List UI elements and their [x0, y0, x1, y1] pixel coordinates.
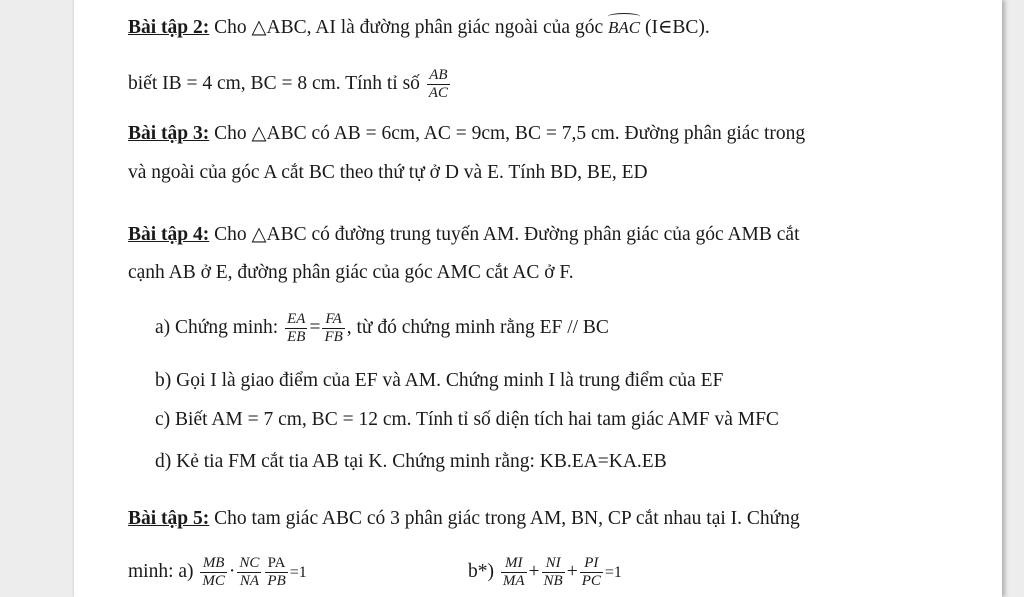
frac-den: MA — [502, 573, 525, 589]
ex3-text1: Cho △ABC có AB = 6cm, AC = 9cm, BC = 7,5 cm. Đường phân giác trong — [209, 123, 806, 144]
ex4-item-c — [155, 408, 779, 432]
frac-ab-ac — [427, 67, 450, 102]
frac-num: MB — [200, 555, 227, 573]
frac-pa-pb — [265, 555, 287, 590]
frac-den: EB — [287, 329, 306, 345]
ex4-c: c) Biết AM = 7 cm, BC = 12 cm. Tính tỉ số diện tích hai tam giác AMF và MFC — [155, 409, 779, 430]
ex2-title: Bài tập 2: — [128, 17, 210, 38]
frac-num: NI — [542, 555, 565, 573]
ex5-plus2: + — [566, 560, 578, 582]
ex4-a-eq: = — [309, 316, 321, 338]
frac-num: EA — [287, 311, 306, 327]
ex4-b: b) Gọi I là giao điểm của EF và AM. Chứng minh I là trung điểm của EF — [155, 370, 724, 391]
ex5-plus1: + — [528, 560, 540, 582]
ex4-a-label: a) Chứng minh: — [155, 316, 284, 338]
ex3-title: Bài tập 3: — [128, 123, 210, 144]
angle-bac: BAC — [608, 16, 640, 40]
ex5-title: Bài tập 5: — [128, 508, 210, 529]
ex3-text2: và ngoài của góc A cắt BC theo thứ tự ở D và E. Tính BD, BE, ED — [128, 162, 648, 183]
ex4-text1: Cho △ABC có đường trung tuyến AM. Đường phân giác của góc AMB cắt — [209, 224, 800, 245]
frac-pi-pc — [580, 555, 603, 590]
frac-den: AC — [428, 85, 448, 101]
ex5-b-eq: =1 — [604, 563, 622, 581]
frac-den: MC — [202, 573, 225, 589]
frac-mi-ma — [501, 555, 527, 590]
ex5-a-eq: =1 — [289, 563, 307, 581]
frac-num: NC — [239, 555, 260, 571]
ex4-item-b — [155, 369, 723, 393]
ex4-d: d) Kẻ tia FM cắt tia AB tại K. Chứng minh rằng: KB.EA=KA.EB — [155, 451, 667, 472]
ex4-item-a — [155, 311, 609, 346]
frac-den: NA — [239, 573, 259, 589]
frac-num: PA — [265, 555, 287, 573]
frac-num: AB — [427, 67, 450, 85]
ex5-minh: minh: a) — [128, 560, 199, 582]
ex2-cond: (I∈BC). — [640, 17, 710, 38]
frac-den: FB — [324, 329, 343, 345]
ex2-line2 — [128, 67, 452, 102]
ex5-line2 — [128, 555, 307, 590]
ex2-text1: Cho △ABC, AI là đường phân giác ngoài của góc — [209, 17, 608, 38]
ex4-a-tail: , từ đó chứng minh rằng EF // BC — [346, 316, 609, 338]
ex4-line2 — [128, 261, 574, 285]
frac-nc-na — [237, 555, 261, 590]
frac-mb-mc — [200, 555, 227, 590]
frac-den: PB — [267, 573, 286, 589]
ex5-item-b — [468, 555, 622, 590]
frac-ni-nb — [542, 555, 565, 590]
ex2-text2: biết IB = 4 cm, BC = 8 cm. Tính tỉ số — [128, 72, 425, 94]
ex4-item-d — [155, 450, 667, 474]
frac-den: NB — [543, 573, 563, 589]
ex5-dot: · — [228, 560, 236, 582]
ex4-line1 — [128, 223, 800, 247]
ex3-line2 — [128, 161, 648, 185]
frac-fa-fb — [322, 311, 344, 346]
frac-num: FA — [322, 311, 344, 329]
frac-num: PI — [580, 555, 603, 573]
ex5-line1 — [128, 507, 800, 531]
frac-ea-eb — [285, 311, 307, 346]
ex5-b-label: b*) — [468, 560, 499, 582]
ex4-text2: cạnh AB ở E, đường phân giác của góc AMC cắt AC ở F. — [128, 262, 574, 283]
ex2-line1 — [128, 16, 710, 40]
frac-num: MI — [501, 555, 527, 573]
ex5-text1: Cho tam giác ABC có 3 phân giác trong AM, BN, CP cắt nhau tại I. Chứng — [209, 508, 800, 529]
ex4-title: Bài tập 4: — [128, 224, 210, 245]
frac-den: PC — [581, 573, 601, 589]
ex3-line1 — [128, 122, 805, 146]
